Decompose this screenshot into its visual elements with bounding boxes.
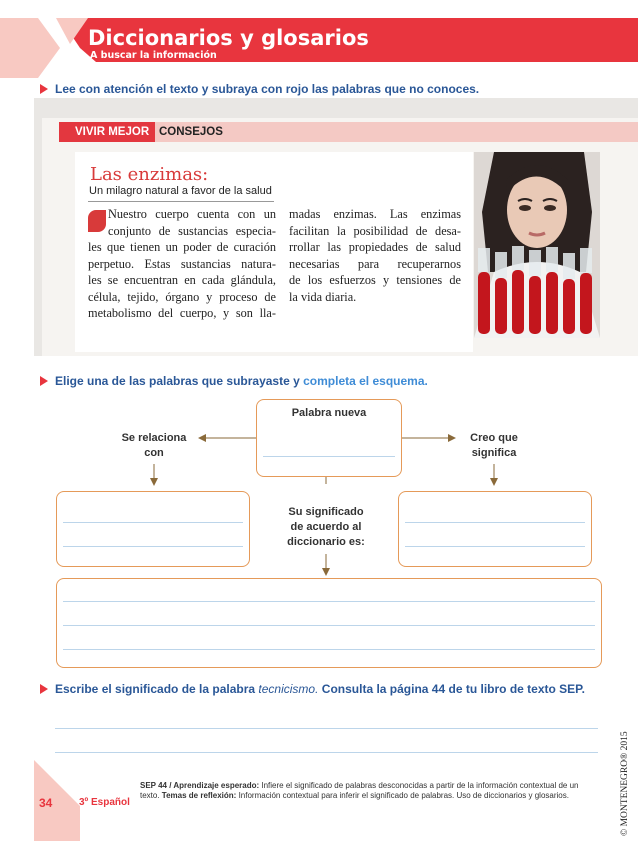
- instruction-diagram: [40, 374, 428, 388]
- article-line: de los esfuerzos y tensiones de: [289, 273, 461, 287]
- instruction-read: [40, 82, 479, 96]
- dictionary-meaning-box[interactable]: [56, 578, 602, 668]
- footer-sep-text: Infiere el significado de palabras desconocidas a partir de la información contextual de un texto.: [140, 781, 579, 800]
- dictionary-meaning-label: [266, 505, 386, 550]
- article-line: les se encuentran en cada glándula,: [88, 273, 276, 287]
- article-column-1: [88, 206, 276, 322]
- bullet-triangle-icon: [40, 84, 48, 94]
- footer-temas-text: Información contextual para inferir el significado de palabras. Uso de diccionarios y glosarios.: [236, 791, 569, 800]
- relates-box[interactable]: [56, 491, 250, 567]
- believe-label-line: significa: [471, 447, 517, 459]
- grade-label: 3º Español: [79, 797, 130, 808]
- article-line: les que tienen un poder de curación: [88, 240, 276, 254]
- article-line: rrollar las propiedades de salud: [289, 240, 461, 254]
- bullet-triangle-icon: [40, 684, 48, 694]
- article-title: Las enzimas:: [90, 164, 209, 185]
- consejos-label: CONSEJOS: [159, 126, 223, 138]
- dictionary-meaning-line: de acuerdo al: [290, 521, 362, 533]
- relates-label-line: con: [144, 447, 164, 459]
- instruction-define-text-a: Escribe el significado de la palabra: [55, 682, 259, 696]
- article-divider: [88, 201, 274, 202]
- article-line: la vida diaria.: [289, 289, 357, 304]
- instruction-define: [40, 682, 585, 696]
- answer-line[interactable]: [55, 752, 598, 753]
- copyright-notice: © MONTENEGRO® 2015: [620, 731, 630, 836]
- article-line: metabolismo del cuerpo, y son lla-: [88, 306, 276, 320]
- instruction-diagram-text-b: y: [289, 374, 304, 388]
- relates-label-line: Se relaciona: [121, 432, 187, 444]
- article-line: Nuestro cuerpo cuenta con un: [108, 207, 276, 221]
- scientist-photo: [474, 152, 600, 338]
- article-line: conjunto de sustancias especia-: [108, 223, 276, 238]
- believe-label: [444, 431, 544, 461]
- article-line: perpetuo. Estas sustancias natura-: [88, 256, 276, 271]
- new-word-label: Palabra nueva: [291, 407, 367, 419]
- footer-temas-label: Temas de reflexión:: [161, 791, 237, 800]
- article-line: madas enzimas. Las enzimas: [289, 207, 461, 221]
- answer-line[interactable]: [55, 728, 598, 729]
- dictionary-meaning-line: diccionario es:: [287, 536, 365, 548]
- article-subtitle: Un milagro natural a favor de la salud: [89, 185, 272, 197]
- vivir-mejor-tag: VIVIR MEJOR: [59, 122, 155, 142]
- instruction-diagram-text-a: Elige una de las palabras que subrayaste: [55, 374, 290, 388]
- believe-box[interactable]: [398, 491, 592, 567]
- instruction-diagram-text-c: completa el esquema.: [303, 374, 428, 388]
- instruction-read-text: Lee con atención el texto y subraya con rojo las palabras que no conoces.: [55, 82, 480, 96]
- article-line: célula, tejido, órgano y proceso de: [88, 289, 276, 304]
- article-column-2: [289, 206, 461, 305]
- believe-label-line: Creo que: [470, 432, 518, 444]
- page-title: Diccionarios y glosarios: [88, 26, 369, 50]
- dictionary-meaning-line: Su significado: [288, 506, 364, 518]
- instruction-define-word: tecnicismo.: [258, 682, 319, 696]
- page-subtitle: A buscar la información: [90, 50, 217, 61]
- article-line: necesarias para recuperarnos: [289, 256, 461, 271]
- page-number: 34: [39, 796, 53, 810]
- relates-label: [104, 431, 204, 461]
- article-line: facilitan la posibilidad de desa-: [289, 223, 461, 238]
- footer-sep-label: SEP 44 / Aprendizaje esperado:: [140, 781, 260, 790]
- bullet-triangle-icon: [40, 376, 48, 386]
- footer-learning-note: [140, 781, 600, 801]
- instruction-define-text-b: Consulta la página 44 de tu libro de texto SEP.: [318, 682, 585, 696]
- scientist-illustration: [474, 152, 600, 338]
